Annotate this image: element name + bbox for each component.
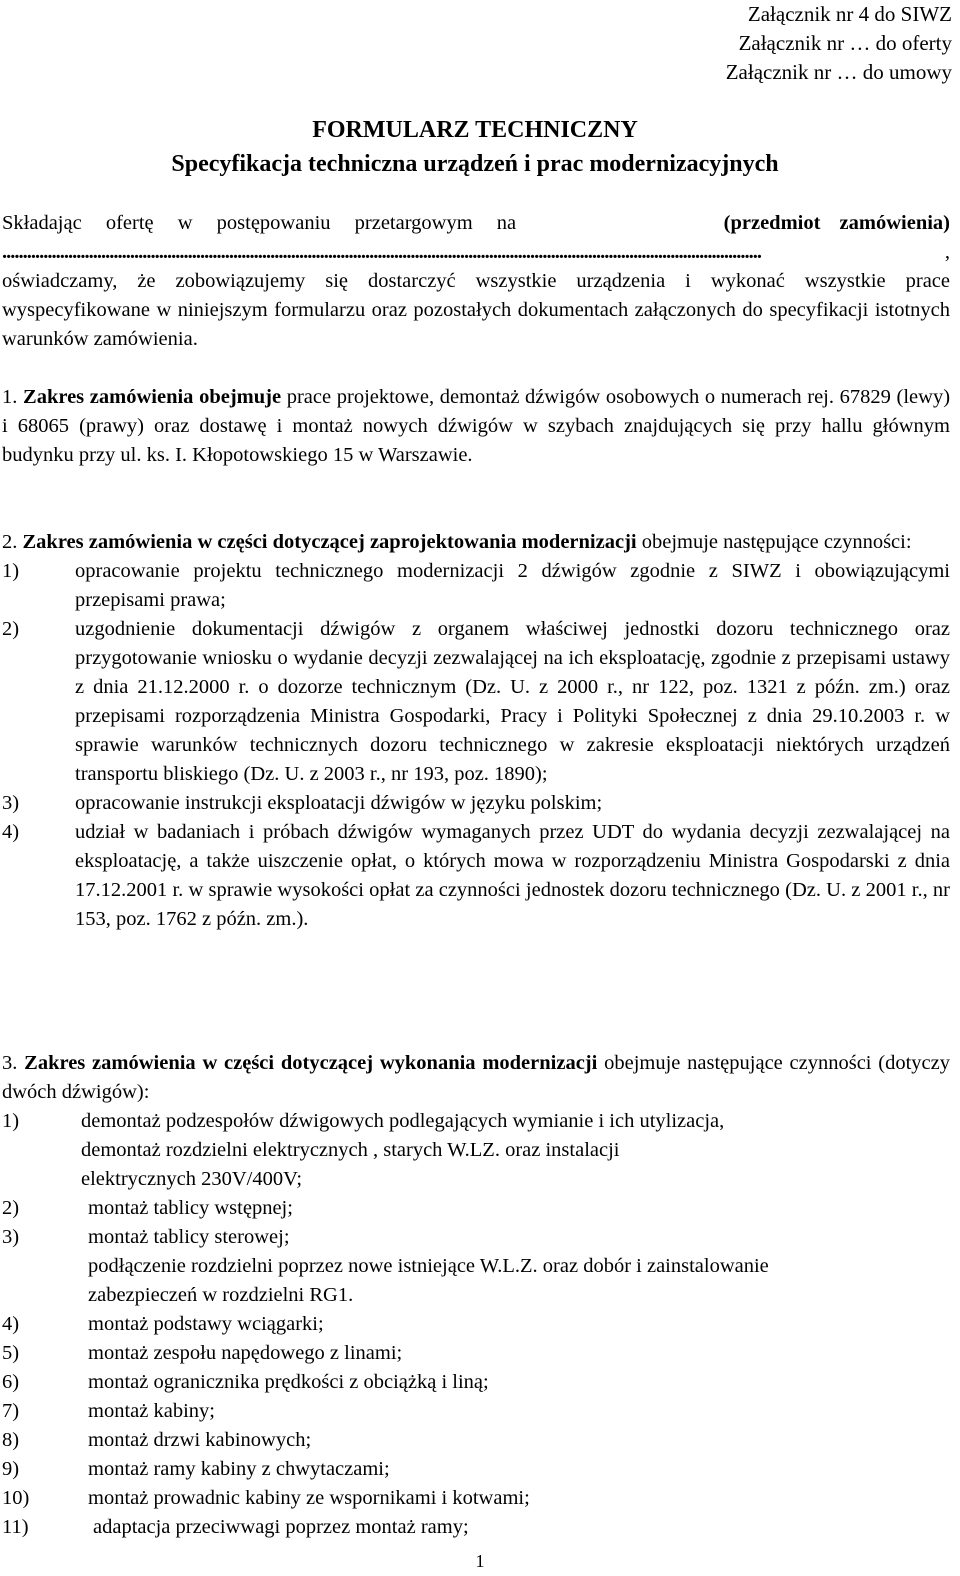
document-title: FORMULARZ TECHNICZNY bbox=[312, 117, 638, 143]
list-item bbox=[2, 1426, 950, 1455]
list-item-number: 10) bbox=[2, 1487, 30, 1509]
annex-line-2: Załącznik nr … do oferty bbox=[738, 31, 952, 55]
list-item-text: montaż podstawy wciągarki; bbox=[88, 1313, 324, 1335]
intro-paragraph bbox=[2, 209, 950, 354]
list-item-text: montaż ramy kabiny z chwytaczami; bbox=[88, 1458, 390, 1480]
annex-header bbox=[726, 0, 952, 87]
section-3-text: obejmuje następujące czynności (dotyczy dwóch dźwigów): bbox=[2, 1052, 950, 1103]
list-item-number: 1) bbox=[2, 1110, 20, 1132]
list-item bbox=[2, 1223, 950, 1252]
list-item bbox=[2, 1310, 950, 1339]
annex-line-3: Załącznik nr … do umowy bbox=[725, 60, 952, 84]
intro-dots-line bbox=[2, 238, 950, 267]
list-item-number: 11) bbox=[2, 1516, 29, 1538]
intro-lead-line bbox=[2, 209, 950, 238]
list-item-line: elektrycznych 230V/400V; bbox=[81, 1168, 303, 1190]
section-3-heading: Zakres zamówienia w części dotyczącej wykonania modernizacji bbox=[24, 1052, 598, 1074]
list-item-text: montaż zespołu napędowego z linami; bbox=[88, 1342, 403, 1364]
intro-body: oświadczamy, że zobowiązujemy się dostarczyć wszystkie urządzenia i wykonać wszystkie prace wyspecyfikowane w niniejszym formularzu oraz pozostałych dokumentach załączonych do specyfikacji istotnych warunków zamówienia. bbox=[2, 270, 950, 350]
list-item-text: montaż kabiny; bbox=[88, 1400, 215, 1422]
list-item-number: 8) bbox=[2, 1429, 20, 1451]
list-item-number: 6) bbox=[2, 1371, 20, 1393]
list-item bbox=[2, 818, 950, 934]
list-item bbox=[2, 1455, 950, 1484]
list-item-continuation bbox=[2, 1252, 950, 1310]
list-item bbox=[2, 1368, 950, 1397]
list-item-text: montaż tablicy sterowej; bbox=[88, 1226, 290, 1248]
list-item-number: 9) bbox=[2, 1458, 20, 1480]
list-item-text: adaptacja przeciwwagi poprzez montaż ramy; bbox=[93, 1516, 469, 1538]
dots-placeholder: ........................................................................................................................................................................................ bbox=[2, 241, 761, 263]
intro-subject: (przedmiot zamówienia) bbox=[723, 212, 950, 234]
dots-comma: , bbox=[944, 241, 950, 263]
section-1-heading: Zakres zamówienia obejmuje bbox=[23, 386, 282, 408]
page-number: 1 bbox=[475, 1551, 485, 1571]
list-item-text: montaż tablicy wstępnej; bbox=[88, 1197, 293, 1219]
continuation-line: zabezpieczeń w rozdzielni RG1. bbox=[88, 1284, 354, 1306]
document-subtitle: Specyfikacja techniczna urządzeń i prac modernizacyjnych bbox=[171, 151, 779, 177]
list-item-line: demontaż podzespołów dźwigowych podlegających wymianie i ich utylizacja, bbox=[81, 1110, 725, 1132]
list-item-number: 2) bbox=[2, 1197, 20, 1219]
section-3-number: 3. bbox=[2, 1052, 18, 1074]
list-item bbox=[2, 1513, 950, 1542]
list-item-text: opracowanie instrukcji eksploatacji dźwigów w języku polskim; bbox=[75, 792, 603, 814]
list-item bbox=[2, 557, 950, 615]
list-item bbox=[2, 615, 950, 789]
list-item bbox=[2, 1339, 950, 1368]
list-item-text: udział w badaniach i próbach dźwigów wymaganych przez UDT do wydania decyzji zezwalającej na eksploatację, a także uiszczenie opłat, o których mowa w rozporządzeniu Ministra Gospodarski z dnia 17.12.2001 r. w sprawie wysokości opłat za czynności jednostek dozoru technicznego (Dz. U. z 2001 r., nr 153, poz. 1762 z późn. zm.). bbox=[75, 821, 950, 930]
list-item-number: 4) bbox=[2, 1313, 20, 1335]
section-1 bbox=[2, 383, 950, 470]
list-item-text: opracowanie projektu technicznego modernizacji 2 dźwigów zgodnie z SIWZ i obowiązującymi przepisami prawa; bbox=[75, 560, 950, 611]
list-item bbox=[2, 1484, 950, 1513]
list-item-text: montaż prowadnic kabiny ze wspornikami i kotwami; bbox=[88, 1487, 530, 1509]
section-2-heading: Zakres zamówienia w części dotyczącej zaprojektowania modernizacji bbox=[22, 531, 637, 553]
section-2-number: 2. bbox=[2, 531, 18, 553]
list-item-text: montaż drzwi kabinowych; bbox=[88, 1429, 312, 1451]
list-item bbox=[2, 789, 950, 818]
section-3-intro bbox=[2, 1049, 950, 1107]
list-item-text: uzgodnienie dokumentacji dźwigów z organem właściwej jednostki dozoru technicznego oraz przygotowanie wniosku o wydanie decyzji zezwalającej na ich eksploatację, zgodnie z przepisami ustawy z dnia 21.12.2000 r. o dozorze technicznym (Dz. U. z 2000 r., nr 122, poz. 1321 z późn. zm.) oraz przepisami rozporządzenia Ministra Gospodarki, Pracy i Polityki Społecznej z dnia 29.10.2003 r. w sprawie warunków technicznych dozoru technicznego w zakresie eksploatacji niektórych urządzeń transportu bliskiego (Dz. U. z 2003 r., nr 193, poz. 1890); bbox=[75, 618, 950, 785]
section-1-number: 1. bbox=[2, 386, 18, 408]
list-item-number: 3) bbox=[2, 792, 20, 814]
annex-line-1: Załącznik nr 4 do SIWZ bbox=[747, 2, 952, 26]
list-item-number: 7) bbox=[2, 1400, 20, 1422]
list-item bbox=[2, 1194, 950, 1223]
intro-lead: Składając ofertę w postępowaniu przetargowym na bbox=[2, 212, 517, 234]
list-item-line: demontaż rozdzielni elektrycznych , starych W.LZ. oraz instalacji bbox=[81, 1139, 620, 1161]
list-item-number: 5) bbox=[2, 1342, 20, 1364]
section-3 bbox=[2, 1049, 950, 1542]
section-2 bbox=[2, 528, 950, 934]
list-item bbox=[2, 1397, 950, 1426]
list-item-number: 1) bbox=[2, 560, 20, 582]
list-item-number: 3) bbox=[2, 1226, 20, 1248]
section-1-text: prace projektowe, demontaż dźwigów osobowych o numerach rej. 67829 (lewy) i 68065 (prawy) oraz dostawę i montaż nowych dźwigów w szybach znajdujących się przy hallu głównym budynku przy ul. ks. I. Kłopotowskiego 15 w Warszawie. bbox=[2, 386, 951, 466]
list-item-number: 4) bbox=[2, 821, 20, 843]
list-item-text: montaż ogranicznika prędkości z obciążką i liną; bbox=[88, 1371, 489, 1393]
list-item bbox=[2, 1107, 950, 1194]
list-item-number: 2) bbox=[2, 618, 20, 640]
section-2-intro bbox=[2, 528, 950, 557]
section-2-text: obejmuje następujące czynności: bbox=[641, 531, 912, 553]
continuation-line: podłączenie rozdzielni poprzez nowe istniejące W.L.Z. oraz dobór i zainstalowanie bbox=[88, 1255, 769, 1277]
